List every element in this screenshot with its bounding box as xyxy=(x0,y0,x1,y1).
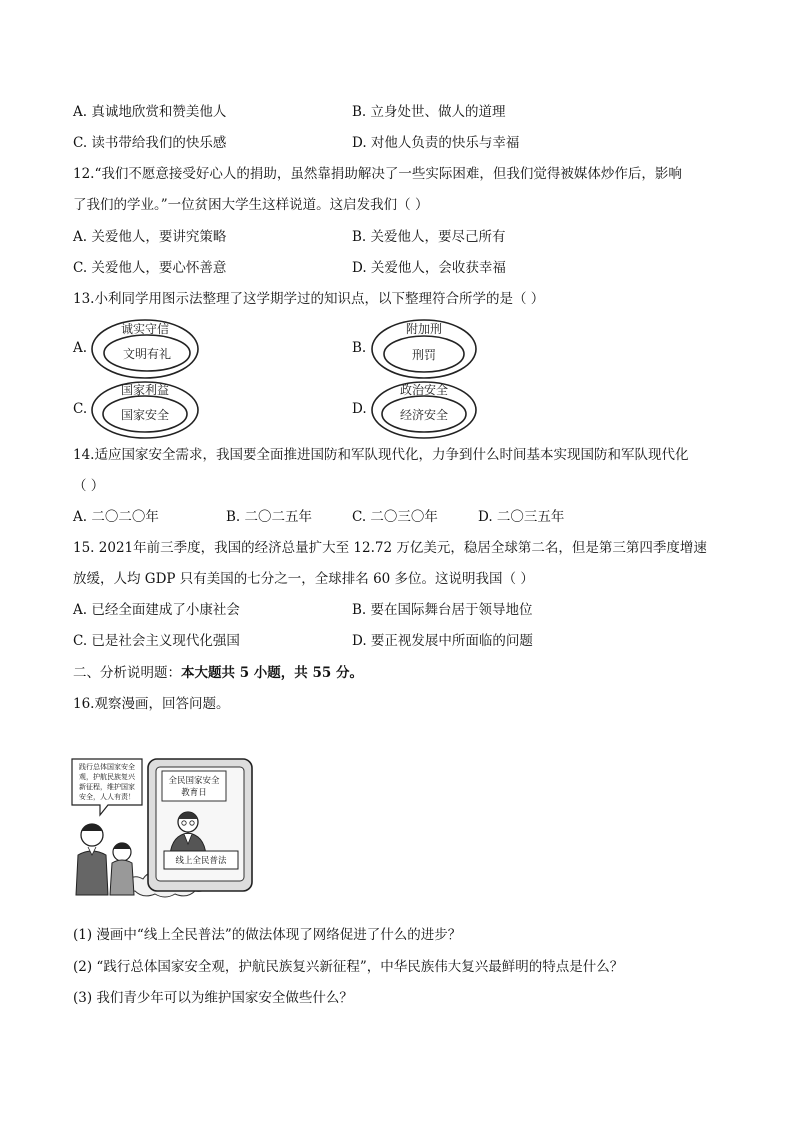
q15-stem-line2: 放缓，人均 GDP 只有美国的七分之一，全球排名 60 多位。这说明我国（ ） xyxy=(73,571,534,587)
q11-option-c: C. 读书带给我们的快乐感 xyxy=(73,135,227,151)
q16-comic xyxy=(70,755,260,910)
q13-d-outer-text: 政治安全 xyxy=(399,383,449,397)
comic-screen-title-line1: 全民国家安全 xyxy=(168,776,220,786)
q13-option-d-label: D. xyxy=(352,401,367,417)
comic-bubble-line2: 观，护航民族复兴 xyxy=(79,773,135,781)
section2-prefix: 二、分析说明题： xyxy=(73,665,181,681)
comic-screen-title-line2: 教育日 xyxy=(181,788,207,798)
q12-option-d: D. 关爱他人，会收获幸福 xyxy=(352,260,506,276)
q16-subquestion-3: (3) 我们青少年可以为维护国家安全做些什么？ xyxy=(73,990,353,1006)
q16-subquestion-2: (2) “践行总体国家安全观，护航民族复兴新征程”，中华民族伟大复兴最鲜明的特点是什么？ xyxy=(73,959,624,975)
q13-b-inner-text: 刑罚 xyxy=(411,348,437,362)
q11-option-a: A. 真诚地欣赏和赞美他人 xyxy=(73,104,227,120)
q12-stem-line2: 了我们的学业。”一位贫困大学生这样说道。这启发我们（ ） xyxy=(73,197,429,213)
q13-diagram-a xyxy=(90,318,200,380)
q14-stem-line1: 14.适应国家安全需求，我国要全面推进国防和军队现代化，力争到什么时间基本实现国防和军队现代化 xyxy=(73,447,689,463)
q15-option-b: B. 要在国际舞台居于领导地位 xyxy=(352,602,533,618)
q13-stem: 13.小利同学用图示法整理了这学期学过的知识点，以下整理符合所学的是（ ） xyxy=(73,291,545,307)
q12-option-b: B. 关爱他人，要尽己所有 xyxy=(352,229,506,245)
q13-d-inner-text: 经济安全 xyxy=(399,408,449,422)
q13-diagram-b xyxy=(370,318,480,380)
q14-option-d: D. 二〇三五年 xyxy=(478,509,565,525)
section2-scoring: 本大题共 5 小题，共 55 分。 xyxy=(181,665,363,681)
comic-bubble-line1: 践行总体国家安全 xyxy=(79,763,135,771)
q12-option-a: A. 关爱他人，要讲究策略 xyxy=(73,229,227,245)
q12-stem-line1: 12.“我们不愿意接受好心人的捐助，虽然靠捐助解决了一些实际困难，但我们觉得被媒体炒作后，影响 xyxy=(73,166,682,182)
q16-subquestion-1: (1) 漫画中“线上全民普法”的做法体现了网络促进了什么的进步？ xyxy=(73,927,462,943)
comic-screen-caption: 线上全民普法 xyxy=(175,856,227,866)
q13-b-outer-text: 附加刑 xyxy=(405,322,443,336)
q13-diagram-c xyxy=(90,380,200,440)
q15-option-a: A. 已经全面建成了小康社会 xyxy=(73,602,240,618)
q13-c-outer-text: 国家利益 xyxy=(120,383,170,397)
q16-stem: 16.观察漫画，回答问题。 xyxy=(73,696,230,712)
q15-option-c: C. 已是社会主义现代化强国 xyxy=(73,633,240,649)
q11-option-b: B. 立身处世、做人的道理 xyxy=(352,104,506,120)
comic-bubble-line3: 新征程，维护国家 xyxy=(79,783,135,791)
q13-a-outer-text: 诚实守信 xyxy=(120,322,170,336)
q12-option-c: C. 关爱他人，要心怀善意 xyxy=(73,260,227,276)
q13-a-inner-text: 文明有礼 xyxy=(122,347,172,361)
q13-diagram-d xyxy=(370,380,480,440)
q13-option-a-label: A. xyxy=(73,340,88,356)
q13-option-c-label: C. xyxy=(73,401,88,417)
q13-option-b-label: B. xyxy=(352,340,367,356)
q11-option-d: D. 对他人负责的快乐与幸福 xyxy=(352,135,520,151)
q14-stem-line2: （ ） xyxy=(73,478,105,494)
q15-option-d: D. 要正视发展中所面临的问题 xyxy=(352,633,533,649)
q14-option-b: B. 二〇二五年 xyxy=(226,509,313,525)
q14-option-c: C. 二〇三〇年 xyxy=(352,509,438,525)
q14-option-a: A. 二〇二〇年 xyxy=(73,509,159,525)
section2-heading xyxy=(73,664,363,682)
q13-c-inner-text: 国家安全 xyxy=(120,408,170,422)
comic-bubble-line4: 安全，人人有责！ xyxy=(79,793,135,801)
q15-stem-line1: 15. 2021年前三季度，我国的经济总量扩大至 12.72 万亿美元，稳居全球第二名，但是第三第四季度增速 xyxy=(73,540,707,556)
